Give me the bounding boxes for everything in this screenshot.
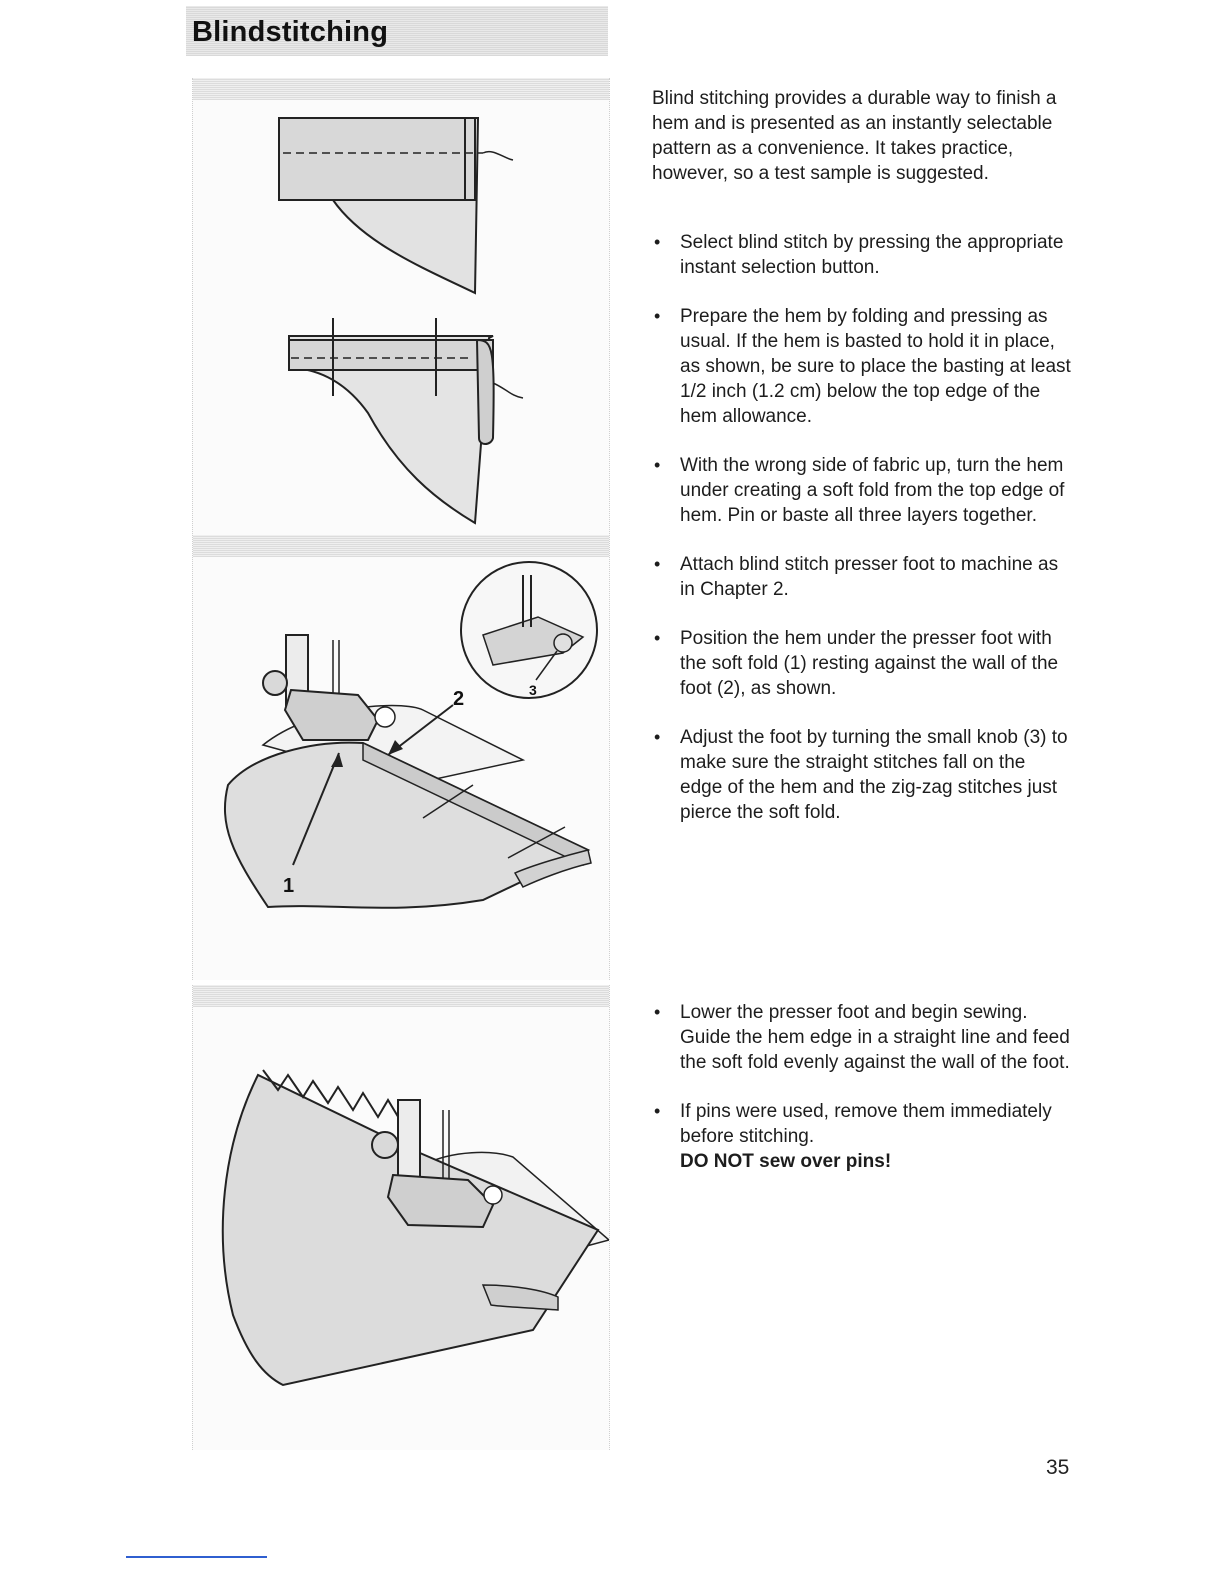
hem-allowance-lower [289, 340, 493, 370]
label-soft-fold: 1 [283, 875, 295, 897]
instruction-list-top [652, 230, 1072, 849]
page-title: Blindstitching [192, 16, 389, 48]
figure-hem-folding [192, 78, 610, 540]
detail-knob [554, 634, 572, 652]
footer-divider [126, 1556, 267, 1558]
list-item: • Adjust the foot by turning the small knob (3) to make sure the straight stitches fall on the edge of the hem and the zig-zag stitches just pierce the soft fold. [652, 725, 1072, 825]
list-item: • With the wrong side of fabric up, turn the hem under creating a soft fold from the top edge of hem. Pin or baste all three layers together. [652, 453, 1072, 528]
intro-paragraph: Blind stitching provides a durable way to finish a hem and is presented as an instantly selectable pattern as a convenience. It takes practice, however, so a test sample is suggested. [652, 88, 1057, 184]
instruction-list-bottom [652, 1000, 1072, 1198]
thread-tail-lower [493, 383, 523, 398]
presser-foot-illustration [193, 535, 609, 980]
bed-hole [375, 707, 395, 727]
list-item: • Lower the presser foot and begin sewing. Guide the hem edge in a straight line and feed the soft fold evenly against the wall of the foot. [652, 1000, 1072, 1075]
title-bar [186, 6, 608, 56]
label-foot-wall: 2 [453, 688, 465, 710]
list-item: • Attach blind stitch presser foot to machine as in Chapter 2. [652, 552, 1072, 602]
list-item-text: If pins were used, remove them immediately before stitching. [680, 1101, 1052, 1147]
figure-presser-foot [192, 535, 610, 980]
list-item: • Position the hem under the presser foot with the soft fold (1) resting against the wall of the foot (2), as shown. [652, 626, 1072, 701]
list-item: • Select blind stitch by pressing the appropriate instant selection button. [652, 230, 1072, 280]
presser-foot [285, 690, 378, 740]
label-knob: 3 [529, 682, 537, 698]
warning-text: DO NOT sew over pins! [680, 1151, 892, 1172]
list-item [652, 1099, 1072, 1174]
list-item: • Prepare the hem by folding and pressing as usual. If the hem is basted to hold it in place, as shown, be sure to place the basting at least 1/2 inch (1.2 cm) below the top edge of the hem allowance. [652, 304, 1072, 429]
foot-screw [263, 671, 287, 695]
hem-allowance-upper [279, 118, 475, 200]
thread-tail-upper [483, 152, 513, 160]
presser-bar [398, 1100, 420, 1180]
foot-screw [372, 1132, 398, 1158]
figure-sewing [192, 985, 610, 1450]
hem-roll-lower [477, 340, 494, 444]
page-number: 35 [1046, 1456, 1070, 1479]
bed-hole [484, 1186, 502, 1204]
sewing-illustration [193, 985, 609, 1450]
hem-folding-illustration [193, 78, 609, 540]
